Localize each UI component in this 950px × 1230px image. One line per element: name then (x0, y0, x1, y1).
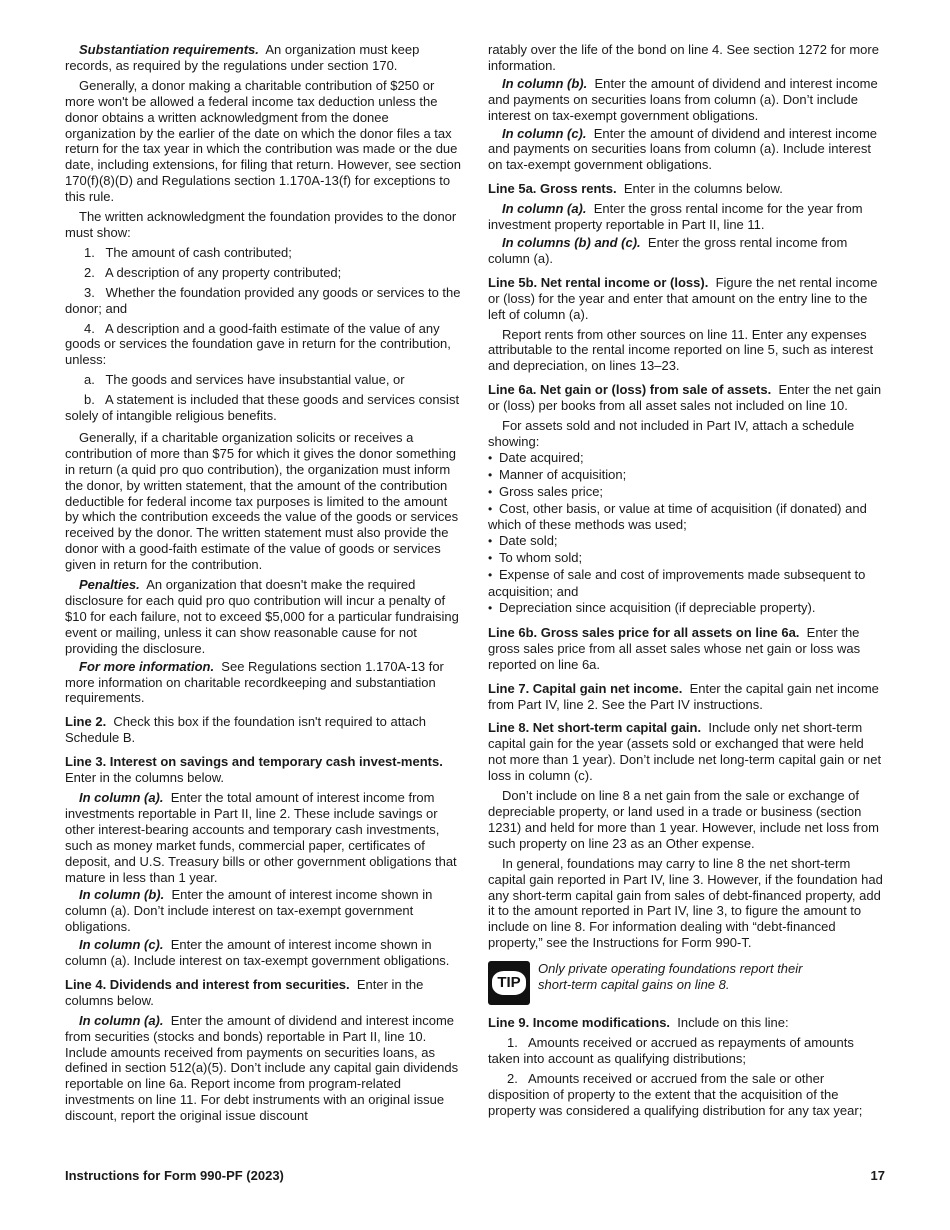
line8-text: Include only net short-term capital gain for the year (assets sold or exchanged that were held not more than 1 year). Don’t include net long-term capital gain or net loss in column (c). (488, 720, 882, 784)
line4-col-a-text: Enter the amount of dividend and interest income from securities (stocks and bonds) reportable in Part II, line 10. Include amounts received from payments on securities loans, as defined in section 512(a)(5). Don’t include any capital gain dividends reportable on line 6a. Report income from program-related investments on line 11. For debt instruments with an original issue discount, report the original issue discount (65, 1012, 459, 1124)
list-item: • Date acquired; (488, 450, 884, 467)
line4-col-b-text: Enter the amount of dividend and interest income and payments on securities loans from column (a). Don’t include interest on tax-exempt government obligations. (488, 75, 878, 123)
line3-col-b-heading: In column (b). (79, 887, 165, 903)
line9-paragraph (488, 1015, 884, 1031)
list-item: • Depreciation since acquisition (if depreciable property). (488, 600, 884, 617)
left-column (65, 42, 462, 1128)
tip-icon (488, 961, 530, 1005)
line4-col-b-paragraph (488, 76, 884, 124)
line2-paragraph (65, 714, 462, 746)
line8-paragraph (488, 720, 884, 784)
generally-paragraph-2: Generally, if a charitable organization solicits or receives a contribution of more than $75 for which it gives the donor something in return (a quid pro quo contribution), the organization must inform the donor, by written statement, that the amount of the contribution deductible for federal income tax purposes is limited to the amount by which the contribution exceeds the value of the goods or services received by the donor. The written statement must also provide the donor with a good-faith estimate of the value of goods or services given in return for the contribution. (65, 429, 459, 573)
line7-heading: Line 7. Capital gain net income. (488, 680, 683, 696)
line8-general-paragraph: In general, foundations may carry to line 8 the net short-term capital gain reported in Part IV, line 3. However, if the foundation had any short-term capital gain from sales of debt-financed property, add it to the amount reported in Part IV, line 3, to figure the amount to include on line 8. For information dealing with “debt-financed property,” see the Instructions for Form 990-T. (488, 855, 883, 951)
line3-text: Enter in the columns below. (65, 770, 224, 786)
line5a-text: Enter in the columns below. (623, 181, 783, 197)
list-item: • Expense of sale and cost of improvements made subsequent to acquisition; and (488, 567, 884, 600)
substantiation-paragraph (65, 42, 462, 74)
line5b-text: Figure the net rental income or (loss) for the year and enter that amount on the entry line to the left of column (a). (488, 274, 878, 322)
line3-paragraph (65, 754, 462, 786)
penalties-text: An organization that doesn't make the required disclosure for each quid pro quo contribution will incur a penalty of $10 for each failure, not to exceed $5,000 for a particular fundraising event or mailing, unless it can show reasonable cause for not providing the disclosure. (65, 577, 459, 656)
page-number: 17 (870, 1168, 885, 1183)
line7-paragraph (488, 681, 884, 713)
line9-item-1: 1. Amounts received or accrued as repayments of amounts taken into account as qualifying distributions; (488, 1035, 854, 1066)
tip-label: TIP (492, 971, 526, 995)
penalties-paragraph (65, 577, 462, 657)
line5-col-bc-text: Enter the gross rental income from column (a). (488, 234, 848, 266)
substantiation-text: An organization must keep records, as required by the regulations under section 170. (65, 42, 420, 73)
right-column (488, 42, 884, 1123)
list-item-1: 1. The amount of cash contributed; (84, 244, 292, 260)
line6a-heading: Line 6a. Net gain or (loss) from sale of assets. (488, 382, 772, 398)
line6a-paragraph (488, 382, 884, 414)
line3-col-a-heading: In column (a). (79, 789, 164, 805)
line5-col-a-text: Enter the gross rental income for the year from investment property reportable in Part II, line 11. (488, 201, 863, 233)
footer-title: Instructions for Form 990-PF (2023) (65, 1168, 284, 1183)
line2-text: Check this box if the foundation isn't required to attach Schedule B. (65, 714, 426, 746)
line3-col-c-paragraph (65, 937, 462, 969)
line5-col-a-heading: In column (a). (502, 201, 587, 217)
more-info-text: See Regulations section 1.170A-13 for more information on charitable recordkeeping and substantiation requirements. (65, 658, 444, 706)
line5b-report-paragraph: Report rents from other sources on line 11. Enter any expenses attributable to the rental income reported on line 5, such as interest and depreciation, on lines 13–23. (488, 326, 874, 374)
line3-heading: Line 3. Interest on savings and temporary cash invest-ments. (65, 754, 443, 770)
more-info-heading: For more information. (79, 658, 215, 674)
list-item: • To whom sold; (488, 550, 884, 567)
line5-col-a-paragraph (488, 201, 884, 233)
line6b-text: Enter the gross sales price from all asset sales whose net gain or loss was reported on line 6a. (488, 624, 861, 672)
tip-box (488, 961, 884, 1005)
list-item: • Date sold; (488, 533, 884, 550)
line6b-paragraph (488, 625, 884, 673)
list-item-a: a. The goods and services have insubstantial value, or (84, 372, 405, 388)
substantiation-heading: Substantiation requirements. (79, 42, 259, 57)
tip-text: Only private operating foundations report their short-term capital gains on line 8. (538, 961, 803, 993)
line5-col-bc-paragraph (488, 235, 884, 267)
list-item: • Gross sales price; (488, 484, 884, 501)
generally-paragraph-1: Generally, a donor making a charitable contribution of $250 or more won't be allowed a federal income tax deduction unless the donor obtains a written acknowledgment from the donee organization by the earlier of the date on which the donor files a tax return for the tax year in which the contribution was made or the due date, including extensions, for filing that return. However, see section 170(f)(8)(D) and Regulations section 1.170A-13(f) for exceptions to this rule. (65, 77, 461, 205)
line3-col-b-paragraph (65, 887, 462, 935)
asset-bullet-list (488, 450, 884, 617)
line9-text: Include on this line: (677, 1015, 789, 1031)
list-item: • Cost, other basis, or value at time of acquisition (if donated) and which of these methods was used; (488, 501, 884, 534)
list-item-3: 3. Whether the foundation provided any goods or services to the donor; and (65, 284, 461, 316)
line6a-text: Enter the net gain or (loss) per books from all asset sales not included on line 10. (488, 382, 882, 414)
line4-col-a-paragraph (65, 1013, 462, 1124)
line2-heading: Line 2. (65, 714, 107, 730)
list-item-4: 4. A description and a good-faith estimate of the value of any goods or services the foundation gave in return for the contribution, unless: (65, 320, 451, 368)
line9-heading: Line 9. Income modifications. (488, 1015, 671, 1031)
line3-col-a-text: Enter the total amount of interest income from investments reportable in Part II, line 2. These include savings or other interest-bearing accounts and temporary cash investments, such as money market funds, commercial paper, certificates of deposit, and U.S. Treasury bills or other government obligations that mature in less than 1 year. (65, 789, 457, 885)
line5a-heading: Line 5a. Gross rents. (488, 181, 617, 197)
line3-col-c-heading: In column (c). (79, 937, 164, 953)
line4-col-c-text: Enter the amount of dividend and interest income and payments on securities loans from column (a). Include interest on tax-exempt government obligations. (488, 125, 878, 173)
list-item-2: 2. A description of any property contributed; (84, 264, 342, 280)
list-item: • Manner of acquisition; (488, 467, 884, 484)
line5b-paragraph (488, 275, 884, 323)
line4-heading: Line 4. Dividends and interest from securities. (65, 976, 350, 992)
line4-col-c-heading: In column (c). (502, 125, 587, 141)
written-ack-paragraph: The written acknowledgment the foundation provides to the donor must show: (65, 209, 457, 240)
line7-text: Enter the capital gain net income from Part IV, line 2. See the Part IV instructions. (488, 680, 879, 712)
line5a-paragraph (488, 181, 884, 197)
line4-col-a-heading: In column (a). (79, 1012, 164, 1028)
line4-col-c-paragraph (488, 126, 884, 174)
line6b-heading: Line 6b. Gross sales price for all assets on line 6a. (488, 624, 800, 640)
line6a-assets-paragraph: For assets sold and not included in Part IV, attach a schedule showing: (488, 418, 855, 449)
line5-col-bc-heading: In columns (b) and (c). (502, 234, 641, 250)
line4-continuation: ratably over the life of the bond on line 4. See section 1272 for more information. (488, 42, 879, 73)
line8-heading: Line 8. Net short-term capital gain. (488, 720, 702, 736)
line4-col-b-heading: In column (b). (502, 75, 588, 91)
line5b-heading: Line 5b. Net rental income or (loss). (488, 274, 709, 290)
penalties-heading: Penalties. (79, 577, 140, 593)
list-item-b: b. A statement is included that these goods and services consist solely of intangible religious benefits. (65, 392, 460, 424)
line4-text: Enter in the columns below. (65, 976, 424, 1008)
more-info-paragraph (65, 659, 462, 707)
line4-paragraph (65, 977, 462, 1009)
line8-dont-paragraph: Don’t include on line 8 a net gain from the sale or exchange of depreciable property, or land used in a trade or business (section 1231) and held for more than 1 year. However, include net loss from such property on line 23 as an Other expense. (488, 788, 879, 851)
line3-col-a-paragraph (65, 790, 462, 885)
line9-item-2: 2. Amounts received or accrued from the sale or other disposition of property to the extent that the acquisition of the property was considered a qualifying distribution for any tax year; (488, 1070, 863, 1118)
line3-col-c-text: Enter the amount of interest income shown in column (a). Include interest on tax-exempt government obligations. (65, 937, 450, 969)
line3-col-b-text: Enter the amount of interest income shown in column (a). Don’t include interest on tax-exempt government obligations. (65, 887, 433, 935)
